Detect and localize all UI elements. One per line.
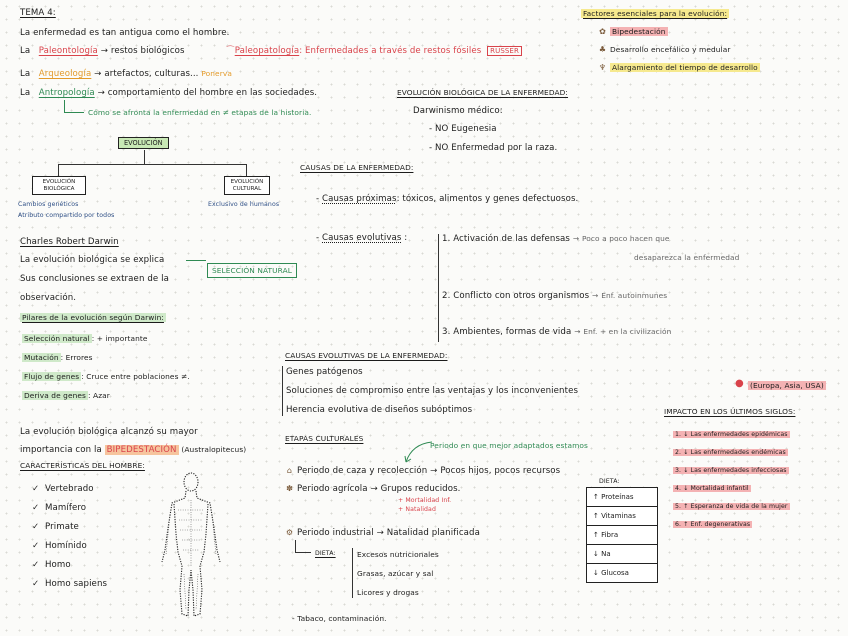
agricola-note-2: + Natalidad bbox=[398, 506, 436, 513]
discipline-antropologia: La Antropología → comportamiento del hombre en las sociedades. bbox=[20, 88, 318, 98]
factor-3: ♆ Alargamiento del tiempo de desarrollo bbox=[598, 63, 758, 72]
periodo-caza: ⌂ Periodo de caza y recolección → Pocos hijos, pocos recursos bbox=[286, 466, 561, 476]
dieta-table-row: ↓ Glucosa bbox=[593, 569, 629, 577]
darwin-line-1: La evolución biológica se explica bbox=[20, 255, 165, 265]
russer-box: RUSSER bbox=[487, 46, 522, 56]
causas-title: CAUSAS DE LA ENFERMEDAD: bbox=[300, 163, 414, 172]
evolucion-cultural-box: EVOLUCIÓN CULTURAL bbox=[224, 176, 270, 195]
impacto-item: 4. ↓ Mortalidad infantil bbox=[675, 485, 749, 492]
causa-evolutiva-1-note: desaparezca la enfermedad bbox=[634, 253, 740, 262]
evolucion-biologica-box: EVOLUCIÓN BIOLÓGICA bbox=[32, 176, 86, 195]
causa-evolutiva-1: 1. Activación de las defensas → Poco a poco hacen que bbox=[442, 234, 670, 244]
periodo-industrial: ⚙ Periodo industrial → Natalidad planificada bbox=[285, 528, 480, 538]
hombre-item: ✓ Mamífero bbox=[32, 503, 87, 513]
darwin-name: Charles Robert Darwin bbox=[20, 237, 119, 247]
bipedestacion-line-1: La evolución biológica alcanzó su mayor bbox=[20, 427, 198, 437]
term-paleontologia: Paleontología bbox=[38, 46, 98, 56]
pilar-2: Mutación : Errores bbox=[24, 353, 93, 362]
darwin-line-2: Sus conclusiones se extraen de la bbox=[20, 274, 169, 284]
impacto-title: IMPACTO EN LOS ÚLTIMOS SIGLOS: bbox=[664, 407, 796, 416]
causa-evol2-2: Soluciones de compromiso entre las ventajas y los inconvenientes bbox=[286, 386, 579, 396]
discipline-arqueologia: La Arqueología → artefactos, culturas... Ponerva bbox=[20, 69, 232, 79]
cultural-note: Exclusivo de humanos bbox=[208, 201, 280, 208]
check-icon: ✓ bbox=[32, 522, 40, 532]
discipline-paleontologia: La Paleontología → restos biológicos bbox=[20, 46, 185, 56]
pin-note: (Europa, Asia, USA) bbox=[750, 381, 824, 390]
etapas-green-note: Periodo en que mejor adaptados estamos bbox=[430, 441, 588, 450]
term-antropologia: Antropología bbox=[38, 88, 95, 98]
seleccion-natural-box: SELECCIÓN NATURAL bbox=[207, 263, 297, 278]
causa-evol2-3: Herencia evolutiva de diseños subóptimos bbox=[286, 405, 473, 415]
causa-evolutiva-2: 2. Conflicto con otros organismos → Enf. autoinmunes bbox=[442, 291, 668, 301]
check-icon: ✓ bbox=[32, 560, 40, 570]
causa-evol2-1: Genes patógenos bbox=[286, 367, 363, 377]
pilar-3: Flujo de genes : Cruce entre poblaciones ≠. bbox=[24, 372, 190, 381]
impacto-item: 6. ↑ Enf. degenerativas bbox=[675, 521, 751, 528]
check-icon: ✓ bbox=[32, 579, 40, 589]
evol-bio-title: EVOLUCIÓN BIOLÓGICA DE LA ENFERMEDAD: bbox=[397, 88, 569, 97]
evolucion-root-box: EVOLUCIÓN bbox=[118, 137, 169, 149]
dieta-table-row: ↓ Na bbox=[587, 545, 657, 564]
hut-icon: ⌂ bbox=[286, 466, 293, 475]
tabaco-note: - Tabaco, contaminación. bbox=[292, 614, 387, 623]
human-body-figure bbox=[158, 470, 224, 620]
hombre-item: ✓ Homo bbox=[32, 560, 71, 570]
hombre-item: ✓ Primate bbox=[32, 522, 79, 532]
bio-note-1: Cambios genéticos bbox=[18, 201, 79, 208]
impacto-item: 2. ↓ Las enfermedades endémicas bbox=[675, 449, 786, 456]
paleopatologia-note: ⌒Paleopatología: Enfermedades a través de restos fósiles RUSSER bbox=[226, 46, 522, 57]
dieta-table-row: ↑ Fibra bbox=[587, 526, 657, 545]
pilar-4: Deriva de genes : Azar bbox=[24, 391, 110, 400]
map-pin-icon: ● bbox=[735, 378, 744, 389]
factores-title: Factores esenciales para la evolución: bbox=[583, 9, 728, 18]
factor-1: ✿ Bipedestación bbox=[599, 27, 666, 36]
topic-title: TEMA 4: bbox=[20, 8, 56, 18]
causas-evol2-title: CAUSAS EVOLUTIVAS DE LA ENFERMEDAD: bbox=[285, 351, 448, 360]
evol-bio-item-1: - NO Eugenesia bbox=[429, 124, 497, 134]
hombre-item: ✓ Homínido bbox=[32, 541, 87, 551]
wheat-icon: ✽ bbox=[286, 484, 293, 493]
bipedestacion-line-2: importancia con la BIPEDESTACIÓN (Australopitecus) bbox=[20, 445, 247, 455]
impacto-item: 5. ↑ Esperanza de vida de la mujer bbox=[675, 503, 788, 510]
causas-proximas: - Causas próximas: tóxicos, alimentos y genes defectuosos. bbox=[316, 194, 579, 204]
evol-bio-item-2: - NO Enfermedad por la raza. bbox=[429, 143, 558, 153]
dieta-label: DIETA: bbox=[315, 550, 336, 557]
impacto-item: 1. ↓ Las enfermedades epidémicas bbox=[675, 431, 788, 438]
causa-evolutiva-3: 3. Ambientes, formas de vida → Enf. + en la civilización bbox=[442, 327, 672, 337]
gear-icon: ⚙ bbox=[285, 528, 294, 537]
term-arqueologia: Arqueología bbox=[38, 69, 92, 79]
factor-2: ♣ Desarrollo encefálico y medular bbox=[598, 45, 731, 54]
hombre-item: ✓ Homo sapiens bbox=[32, 579, 108, 589]
darwinismo-medico: Darwinismo médico: bbox=[413, 106, 503, 116]
etapas-title: ETAPAS CULTURALES bbox=[285, 434, 364, 443]
dieta-table bbox=[586, 487, 658, 583]
causas-evolutivas-label: - Causas evolutivas : bbox=[316, 233, 408, 243]
dieta-table-row: ↑ Proteínas bbox=[587, 488, 657, 507]
check-icon: ✓ bbox=[32, 541, 40, 551]
intro-text: La enfermedad es tan antigua como el hombre. bbox=[20, 28, 230, 38]
periodo-agricola: ✽ Periodo agrícola → Grupos reducidos. bbox=[286, 484, 461, 494]
hombre-title: CARACTERÍSTICAS DEL HOMBRE: bbox=[20, 461, 145, 470]
dieta-table-row: ↑ Vitaminas bbox=[587, 507, 657, 526]
dieta-table-title: DIETA: bbox=[599, 478, 620, 485]
bio-note-2: Atributo compartido por todos bbox=[18, 212, 115, 219]
darwin-line-3: observación. bbox=[20, 293, 77, 303]
hombre-item: ✓ Vertebrado bbox=[32, 484, 94, 494]
pilares-title: Pilares de la evolución según Darwin: bbox=[22, 313, 164, 322]
impacto-item: 3. ↓ Las enfermedades infecciosas bbox=[675, 467, 787, 474]
dieta-item-3: Licores y drogas bbox=[357, 588, 419, 597]
agricola-note-1: + Mortalidad Inf. bbox=[398, 497, 452, 504]
historia-note: Cómo se afronta la enfermedad en ≠ etapas de la historia. bbox=[88, 108, 312, 117]
check-icon: ✓ bbox=[32, 484, 40, 494]
dieta-item-2: Grasas, azúcar y sal bbox=[357, 569, 434, 578]
check-icon: ✓ bbox=[32, 503, 40, 513]
pilar-1: Selección natural : + importante bbox=[24, 334, 148, 343]
dieta-item-1: Excesos nutricionales bbox=[357, 550, 439, 559]
